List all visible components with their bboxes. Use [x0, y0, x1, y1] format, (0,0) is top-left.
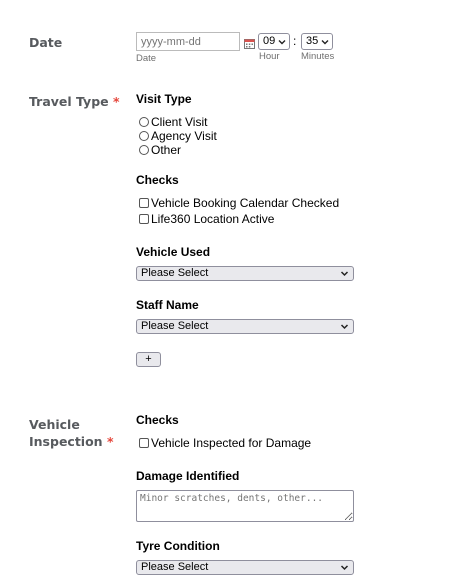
- add-button[interactable]: +: [136, 352, 161, 367]
- vehicle-used-select[interactable]: [136, 266, 354, 281]
- radio-button[interactable]: [139, 145, 149, 155]
- minutes-sublabel: Minutes: [301, 51, 335, 62]
- visit-option-agency[interactable]: [139, 128, 217, 143]
- staff-name-title: Staff Name: [136, 298, 199, 312]
- select-value: Please Select: [141, 320, 209, 332]
- checks-title: Checks: [136, 173, 179, 187]
- visit-option-other[interactable]: [139, 142, 181, 157]
- check-booking-calendar[interactable]: [139, 195, 339, 210]
- travel-type-label: [29, 93, 120, 110]
- tyre-condition-select[interactable]: [136, 560, 354, 575]
- required-marker: *: [113, 94, 120, 109]
- hour-sublabel: Hour: [259, 51, 280, 62]
- select-value: Please Select: [141, 267, 209, 279]
- damage-identified-title: Damage Identified: [136, 469, 240, 483]
- chevron-down-icon: [340, 269, 349, 278]
- minute-select[interactable]: [301, 33, 333, 50]
- chevron-down-icon: [340, 322, 349, 331]
- minute-value: 35: [306, 35, 319, 47]
- visit-option-client[interactable]: [139, 114, 207, 129]
- chevron-down-icon: [278, 38, 286, 46]
- hour-select[interactable]: [258, 33, 290, 50]
- damage-identified-textarea[interactable]: [136, 490, 354, 522]
- date-label: Date: [29, 35, 63, 50]
- vehicle-inspection-line2: Inspection: [29, 434, 103, 449]
- chevron-down-icon: [340, 563, 349, 572]
- visit-option-label: Client Visit: [151, 114, 208, 129]
- hour-value: 09: [263, 35, 276, 47]
- date-input[interactable]: [136, 32, 240, 51]
- tyre-condition-title: Tyre Condition: [136, 539, 220, 553]
- visit-option-label: Other: [151, 142, 182, 157]
- check-label: Vehicle Booking Calendar Checked: [151, 195, 340, 210]
- chevron-down-icon: [321, 38, 329, 46]
- radio-button[interactable]: [139, 131, 149, 141]
- calendar-icon[interactable]: [244, 36, 255, 47]
- visit-type-title: Visit Type: [136, 92, 192, 106]
- checkbox[interactable]: [139, 438, 149, 448]
- checkbox[interactable]: [139, 214, 149, 224]
- staff-name-select[interactable]: [136, 319, 354, 334]
- visit-option-label: Agency Visit: [151, 128, 217, 143]
- checkbox[interactable]: [139, 198, 149, 208]
- required-marker: *: [106, 434, 114, 449]
- check-label: Life360 Location Active: [151, 211, 275, 226]
- vehicle-used-title: Vehicle Used: [136, 245, 211, 259]
- travel-type-text: Travel Type: [29, 94, 109, 109]
- time-colon: :: [293, 34, 297, 48]
- check-label: Vehicle Inspected for Damage: [151, 435, 312, 450]
- check-life360[interactable]: [139, 211, 274, 226]
- check-vehicle-inspected[interactable]: [139, 435, 311, 450]
- select-value: Please Select: [141, 561, 209, 573]
- vehicle-inspection-line2-wrap: [29, 433, 113, 450]
- date-sublabel: Date: [136, 53, 157, 64]
- vehicle-inspection-line1: Vehicle: [29, 417, 80, 432]
- radio-button[interactable]: [139, 117, 149, 127]
- inspection-checks-title: Checks: [136, 413, 179, 427]
- vehicle-inspection-label: [29, 416, 113, 450]
